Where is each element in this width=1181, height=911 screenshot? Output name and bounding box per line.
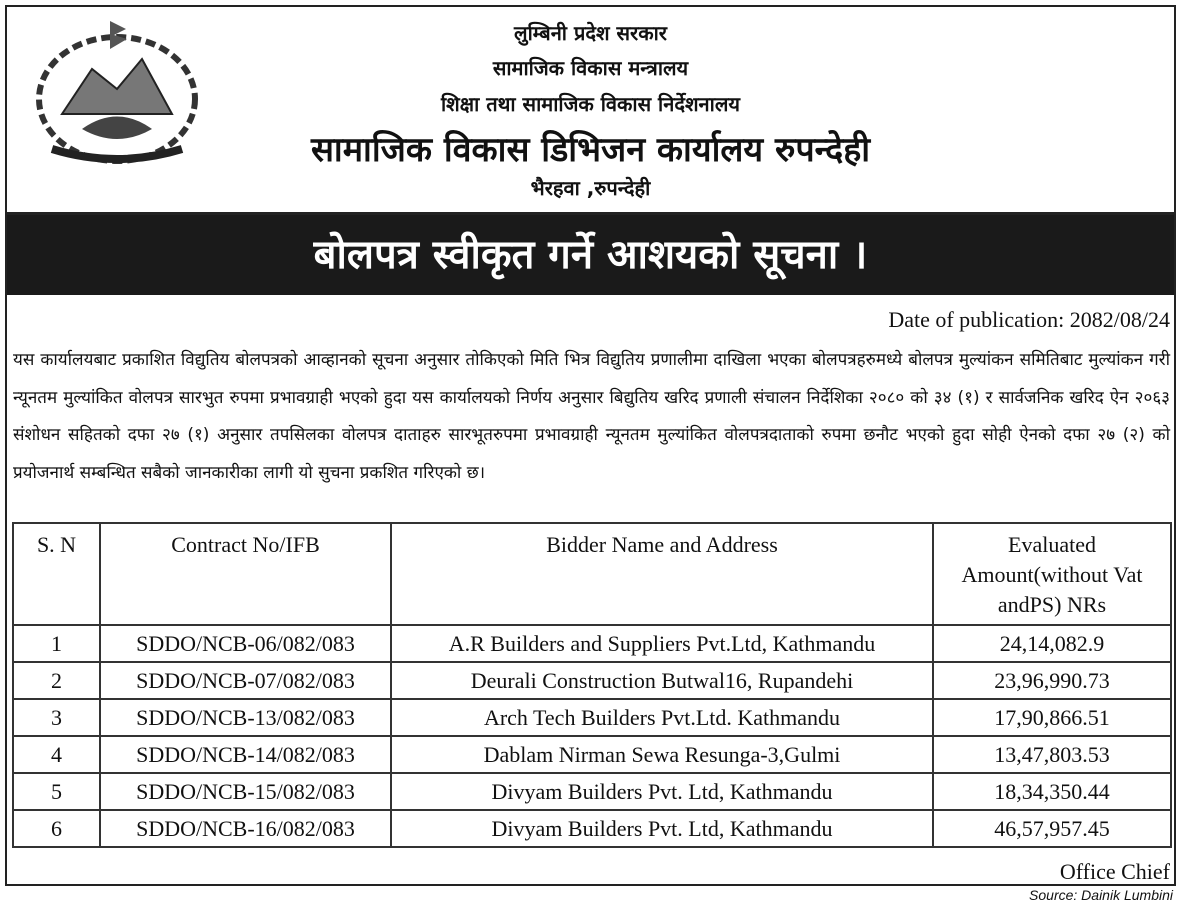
- cell-sn: 1: [13, 625, 100, 662]
- office-address: भैरहवा ,रुपन्देही: [530, 176, 651, 200]
- header-line3: शिक्षा तथा सामाजिक विकास निर्देशनालय: [440, 92, 741, 116]
- header-line2: सामाजिक विकास मन्त्रालय: [492, 56, 689, 80]
- cell-amount: 23,96,990.73: [933, 662, 1171, 699]
- header-line1: लुम्बिनी प्रदेश सरकार: [514, 21, 667, 45]
- header-bidder: Bidder Name and Address: [391, 523, 933, 625]
- cell-contract: SDDO/NCB-15/082/083: [100, 773, 391, 810]
- cell-contract: SDDO/NCB-07/082/083: [100, 662, 391, 699]
- notice-title: बोलपत्र स्वीकृत गर्ने आशयको सूचना ।: [7, 215, 1174, 295]
- bidder-table: [12, 522, 1172, 848]
- cell-sn: 2: [13, 662, 100, 699]
- table-header-row: [13, 523, 1171, 625]
- header-sn: S. N: [13, 523, 100, 625]
- cell-contract: SDDO/NCB-13/082/083: [100, 699, 391, 736]
- cell-sn: 6: [13, 810, 100, 847]
- table-row: [13, 699, 1171, 736]
- notice-paragraph: यस कार्यालयबाट प्रकाशित विद्युतिय बोलपत्रको आव्हानको सूचना अनुसार तोकिएको मिति भित्र विद्युतिय प्रणालीमा दाखिला भएका बोलपत्रहरुमध्ये बोलपत्र मुल्यांकन समितिबाट मुल्यांकन गरी न्यूनतम मुल्यांकित वोलपत्र सारभुत रुपमा प्रभावग्राही भएको हुदा यस कार्यालयको निर्णय अनुसार बिद्युतिय खरिद प्रणाली संचालन निर्देशिका २०८० को ३४ (१) र सार्वजनिक खरिद ऐन २०६३ संशोधन सहितको दफा २७ (१) अनुसार तपसिलका वोलपत्र दाताहरु सारभूतरुपमा प्रभावग्राही न्यूनतम मुल्यांकित वोलपत्रदाताको रुपमा छनौट भएको हुदा सोही ऐनको दफा २७ (२) को प्रयोजनार्थ सम्बन्धित सबैको जानकारीका लागी यो सुचना प्रकशित गरिएको छ।: [13, 350, 1170, 483]
- cell-amount: 17,90,866.51: [933, 699, 1171, 736]
- office-name: सामाजिक विकास डिभिजन कार्यालय रुपन्देही: [310, 130, 871, 170]
- cell-contract: SDDO/NCB-06/082/083: [100, 625, 391, 662]
- source-credit: Source: Dainik Lumbini: [1029, 887, 1173, 903]
- table-row: [13, 662, 1171, 699]
- cell-contract: SDDO/NCB-14/082/083: [100, 736, 391, 773]
- cell-sn: 3: [13, 699, 100, 736]
- cell-sn: 5: [13, 773, 100, 810]
- cell-contract: SDDO/NCB-16/082/083: [100, 810, 391, 847]
- table-row: [13, 625, 1171, 662]
- cell-amount: 24,14,082.9: [933, 625, 1171, 662]
- header-contract: Contract No/IFB: [100, 523, 391, 625]
- cell-bidder: Divyam Builders Pvt. Ltd, Kathmandu: [391, 810, 933, 847]
- publication-date: Date of publication: 2082/08/24: [888, 307, 1170, 332]
- cell-sn: 4: [13, 736, 100, 773]
- table-row: [13, 810, 1171, 847]
- cell-bidder: Dablam Nirman Sewa Resunga-3,Gulmi: [391, 736, 933, 773]
- table-row: [13, 736, 1171, 773]
- cell-amount: 46,57,957.45: [933, 810, 1171, 847]
- cell-amount: 13,47,803.53: [933, 736, 1171, 773]
- notice-header: [7, 7, 1174, 215]
- header-amount: Evaluated Amount(without Vat andPS) NRs: [933, 523, 1171, 625]
- notice-frame: [5, 5, 1176, 886]
- cell-bidder: Divyam Builders Pvt. Ltd, Kathmandu: [391, 773, 933, 810]
- cell-bidder: Arch Tech Builders Pvt.Ltd. Kathmandu: [391, 699, 933, 736]
- table-row: [13, 773, 1171, 810]
- cell-amount: 18,34,350.44: [933, 773, 1171, 810]
- cell-bidder: Deurali Construction Butwal16, Rupandehi: [391, 662, 933, 699]
- signature-office-chief: Office Chief: [1059, 859, 1170, 884]
- cell-bidder: A.R Builders and Suppliers Pvt.Ltd, Kathmandu: [391, 625, 933, 662]
